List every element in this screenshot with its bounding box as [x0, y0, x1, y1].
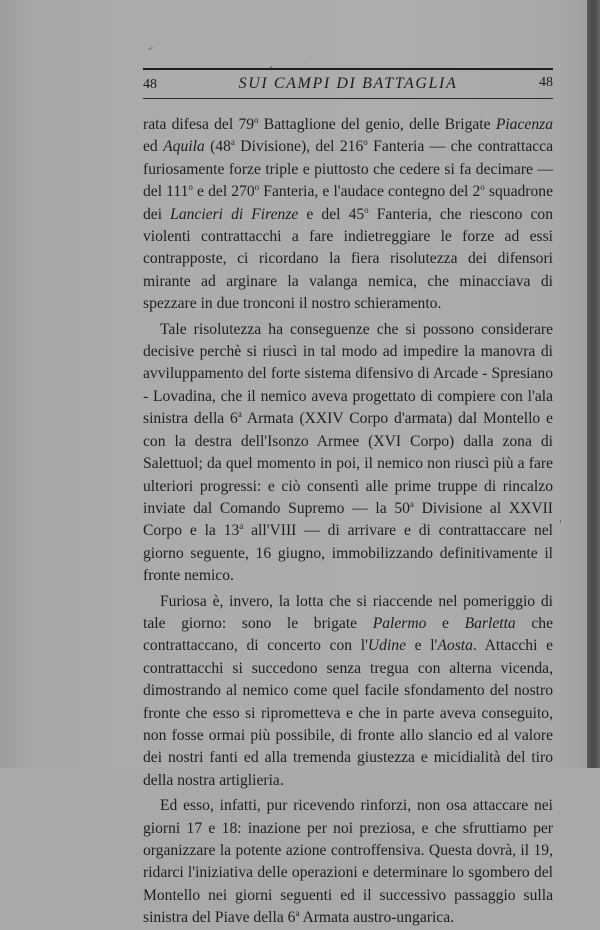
text-run: (48: [204, 138, 231, 156]
italic-name: Piacenza: [495, 116, 553, 133]
paragraph: [143, 591, 553, 793]
text-run: e del 45: [298, 205, 365, 223]
text-run: Ed esso, infatti, pur ricevendo rinforzi, non osa attaccare nei giorni 17 e 18: inazione per noi preziosa, e che sfruttiamo per organizzare la potente azione controffensiva. Questa dovrà, il 19, ridarci l'iniziativa delle operazioni e determinare lo sgombero del Montello nei giorni seguenti ed il successivo passaggio sulla sinistra del Piave della 6: [143, 797, 553, 927]
page-number-left: 48: [143, 77, 157, 92]
text-run: che contrattaccano, di concerto con l': [143, 614, 553, 655]
text-run: Armata austro-ungarica.: [299, 909, 455, 927]
text-run: e: [426, 614, 465, 632]
italic-name: Aquila: [163, 138, 205, 156]
paper-speck: [148, 47, 153, 50]
header-rule-bottom: [143, 98, 553, 99]
ordinal-superscript: a: [237, 409, 242, 420]
text-run: ed: [143, 138, 164, 156]
text-run: Fanteria — che contrattacca furiosamente forze triple e piuttosto che cedere si fa decimare — del 111: [143, 138, 554, 201]
body-text: [143, 114, 553, 930]
text-run: Divisione), del 216: [234, 138, 364, 156]
text-run: rata difesa del 79: [143, 116, 255, 133]
ordinal-superscript: o: [364, 204, 369, 215]
text-run: Fanteria, e l'audace contegno del 2: [259, 183, 481, 201]
text-run: Armata (XXIV Corpo d'armata) dal Montello e con la destra dell'Isonzo Armee (XVI Corpo) dalla zona di Salettuol; da quel momento in poi, il nemico non riuscì più a fare ulteriori progressi: e ciò consentì alle prime truppe di rincalzo inviate dal Comando Supremo — la 50: [143, 410, 553, 517]
ordinal-superscript: a: [230, 137, 235, 148]
paper-speck: [305, 62, 306, 63]
paper-speck: [560, 520, 561, 523]
text-run: squadrone dei: [143, 183, 553, 223]
italic-name: Barletta: [464, 614, 516, 632]
running-header: [143, 68, 553, 99]
text-run: . Attacchi e contrattacchi si succedono senza tregua con alterna vicenda, dimostrando al nemico come quel facile sfondamento del nostro fronte che esso si riprometteva e che in parte aveva conseguito, non fosse ormai più possibile, di fronte allo slancio ed al valore dei nostri fanti ed alla tremenda giustezza e micidialità del tiro della nostra artiglieria.: [143, 637, 553, 789]
ordinal-superscript: a: [239, 521, 244, 532]
text-run: Furiosa è, invero, la lotta che si riaccende nel pomeriggio di tale giorno: sono le brigate: [143, 592, 553, 632]
paragraph: [143, 795, 553, 929]
book-binding-edge: [587, 0, 600, 768]
ordinal-superscript: o: [363, 137, 368, 148]
ordinal-superscript: a: [295, 908, 300, 919]
italic-name: Palermo: [372, 614, 427, 632]
text-run: all'VIII — di arrivare e di contrattaccare nel giorno seguente, 16 giugno, immobilizzando definitivamente il fronte nemico.: [143, 522, 553, 585]
ordinal-superscript: o: [188, 182, 193, 193]
ordinal-superscript: o: [254, 115, 259, 125]
italic-name: Lancieri di Firenze: [170, 205, 299, 223]
running-title: SUI CAMPI DI BATTAGLIA: [238, 75, 458, 92]
paragraph: [143, 114, 553, 316]
ordinal-superscript: o: [480, 182, 485, 193]
text-run: Divisione al XXVII Corpo e la 13: [143, 499, 554, 540]
text-run: Tale risolutezza ha conseguenze che si possono considerare decisive perchè si riuscì in tal modo ad impedire la manovra di avviluppamento del forte sistema difensivo di Arcade - Spresiano - Lovadina, che il nemico aveva progettato di compiere con l'ala sinistra della 6: [143, 320, 553, 428]
page-number-right: 48: [539, 75, 553, 90]
italic-name: Udine: [367, 637, 406, 655]
text-run: Fanteria, che riescono con violenti contrattacchi a fare indietreggiare le forze ad essi contrapposte, ci ricordano la fiera risolutezza dei difensori mirante ad arginare la valanga nemica, che minacciava di spezzare in due tronconi il nostro schieramento.: [143, 205, 553, 313]
ordinal-superscript: o: [254, 182, 260, 193]
paragraph: [143, 319, 553, 588]
text-run: e del 270: [192, 183, 255, 201]
italic-name: Aosta: [437, 637, 473, 655]
ordinal-superscript: a: [409, 498, 414, 509]
text-run: Battaglione del genio, delle Brigate: [258, 116, 496, 133]
text-run: e l': [406, 637, 438, 655]
